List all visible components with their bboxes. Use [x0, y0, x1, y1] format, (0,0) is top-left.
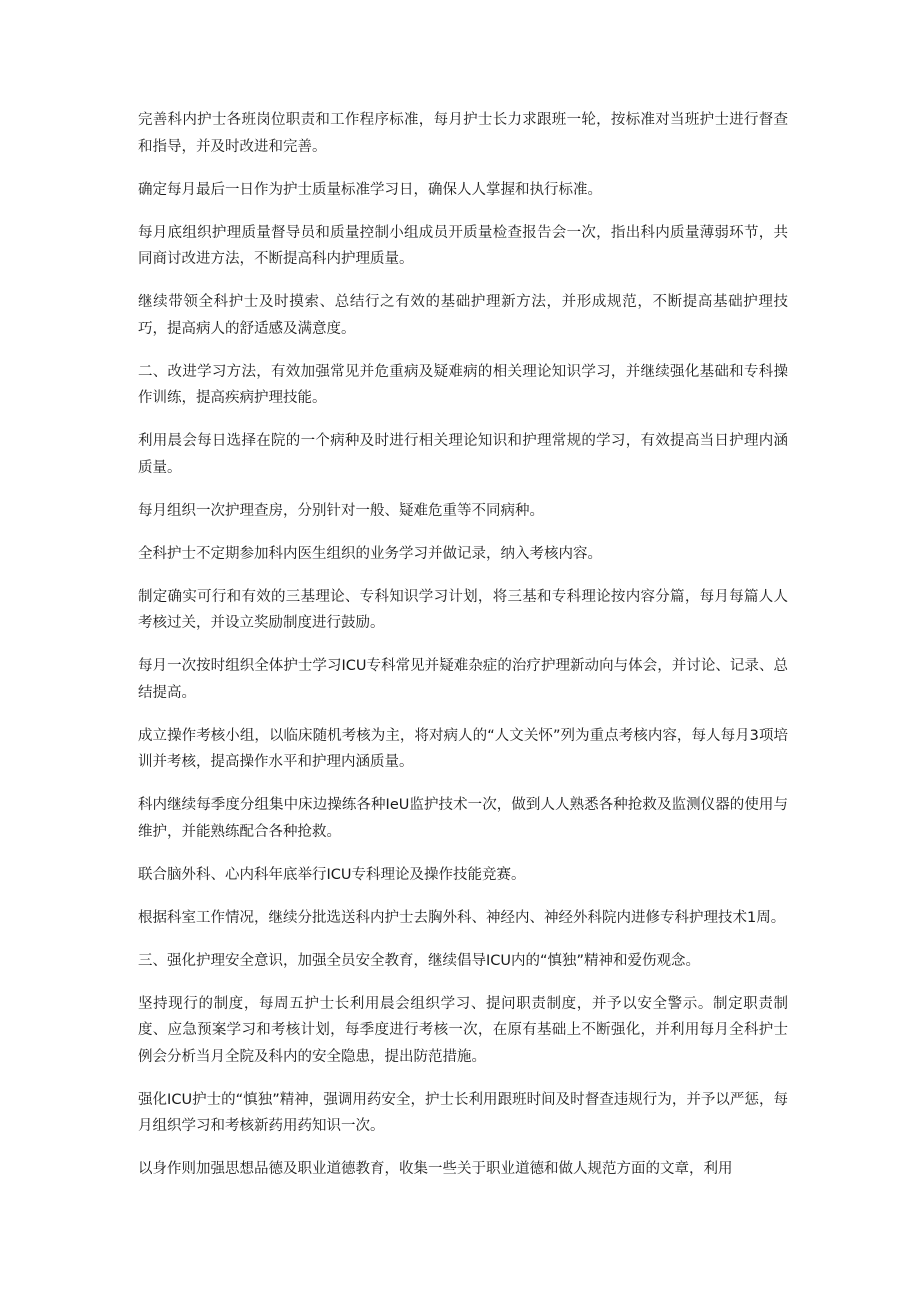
paragraph-12: 科内继续每季度分组集中床边操练各种IeU监护技术一次，做到人人熟悉各种抢救及监测仪器的使用与维护，并能熟练配合各种抢救。 [138, 797, 788, 840]
paragraph-11: 成立操作考核小组，以临床随机考核为主，将对病人的“人文关怀”列为重点考核内容，每人每月3项培训并考核，提高操作水平和护理内涵质量。 [138, 727, 788, 770]
paragraph-1: 完善科内护士各班岗位职责和工作程序标准，每月护士长力求跟班一轮，按标准对当班护士进行督查和指导，并及时改进和完善。 [138, 112, 788, 155]
paragraph-10: 每月一次按时组织全体护士学习ICU专科常见并疑难杂症的治疗护理新动向与体会，并讨论、记录、总结提高。 [138, 658, 788, 701]
paragraph-6: 利用晨会每日选择在院的一个病种及时进行相关理论知识和护理常规的学习，有效提高当日护理内涵质量。 [138, 433, 788, 476]
document-body [138, 107, 788, 1199]
section-heading-3: 三、强化护理安全意识，加强全员安全教育，继续倡导ICU内的“慎独”精神和爱伤观念。 [138, 952, 701, 969]
paragraph-4: 继续带领全科护士及时摸索、总结行之有效的基础护理新方法，并形成规范，不断提高基础护理技巧，提高病人的舒适感及满意度。 [138, 294, 788, 337]
paragraph-17: 强化ICU护士的“慎独”精神，强调用药安全，护士长利用跟班时间及时督查违规行为，并予以严惩，每月组织学习和考核新药用药知识一次。 [138, 1091, 788, 1134]
paragraph-9: 制定确实可行和有效的三基理论、专科知识学习计划，将三基和专科理论按内容分篇，每月每篇人人考核过关，并设立奖励制度进行鼓励。 [138, 588, 788, 631]
paragraph-16: 坚持现行的制度，每周五护士长利用晨会组织学习、提问职责制度，并予以安全警示。制定职责制度、应急预案学习和考核计划，每季度进行考核一次，在原有基础上不断强化，并利用每月全科护士例会分析当月全院及科内的安全隐患，提出防范措施。 [138, 995, 788, 1065]
paragraph-14: 根据科室工作情况，继续分批选送科内护士去胸外科、神经内、神经外科院内进修专科护理技术1周。 [138, 909, 786, 926]
section-heading-2: 二、改进学习方法，有效加强常见并危重病及疑难病的相关理论知识学习，并继续强化基础和专科操作训练，提高疾病护理技能。 [138, 363, 788, 406]
paragraph-18: 以身作则加强思想品德及职业道德教育，收集一些关于职业道德和做人规范方面的文章，利用 [138, 1161, 733, 1177]
paragraph-2: 确定每月最后一日作为护士质量标准学习日，确保人人掌握和执行标准。 [138, 181, 602, 198]
paragraph-13: 联合脑外科、心内科年底举行ICU专科理论及操作技能竞赛。 [138, 866, 526, 883]
paragraph-7: 每月组织一次护理查房，分别针对一般、疑难危重等不同病种。 [138, 502, 544, 519]
paragraph-3: 每月底组织护理质量督导员和质量控制小组成员开质量检查报告会一次，指出科内质量薄弱环节，共同商讨改进方法，不断提高科内护理质量。 [138, 224, 788, 267]
paragraph-8: 全科护士不定期参加科内医生组织的业务学习并做记录，纳入考核内容。 [138, 545, 602, 562]
